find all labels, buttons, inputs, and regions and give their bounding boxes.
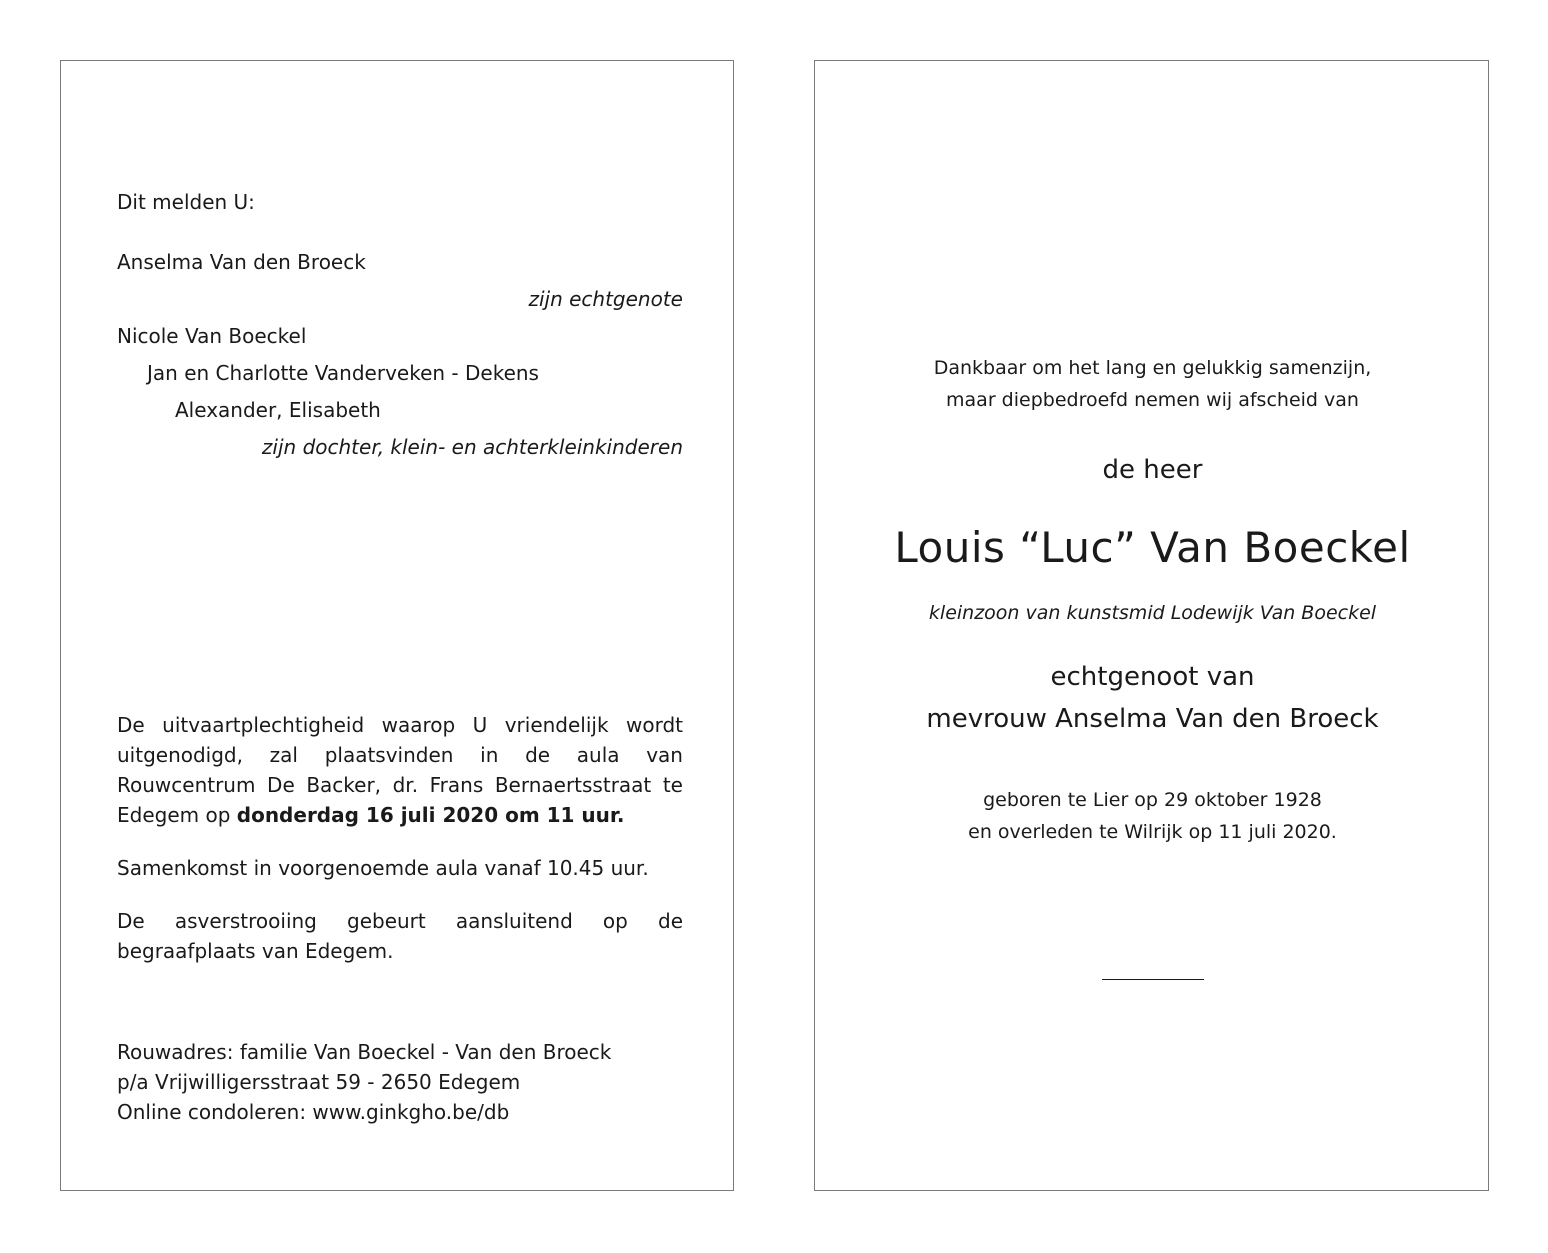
address-line-1: Rouwadres: familie Van Boeckel - Van den Broeck [117,1040,612,1064]
intro-line-1: Dankbaar om het lang en gelukkig samenzijn, [933,357,1372,379]
family-role: zijn dochter, klein- en achterkleinkinderen [261,435,683,459]
daughter-name: Nicole Van Boeckel [117,324,307,348]
divider-line [1102,979,1204,980]
left-page [60,60,734,1191]
ceremony-paragraph [117,710,683,830]
ceremony-date: donderdag 16 juli 2020 om 11 uur. [236,803,625,827]
deceased-name: Louis “Luc” Van Boeckel [894,523,1411,572]
ashes-text: De asverstrooiing gebeurt aansluitend op de begraafplaats van Edegem. [117,909,683,963]
address-line-3: Online condoleren: www.ginkgho.be/db [117,1100,510,1124]
spouse-line-1: echtgenoot van [1050,662,1255,692]
right-page [814,60,1489,1191]
died-text: en overleden te Wilrijk op 11 juli 2020. [968,821,1337,843]
spouse-name: Anselma Van den Broeck [117,250,366,274]
spouse-line-2: mevrouw Anselma Van den Broeck [926,704,1379,734]
great-grandchildren-names: Alexander, Elisabeth [175,398,381,422]
ceremony-text: De uitvaartplechtigheid waarop U vriendelijk wordt uitgenodigd, zal plaatsvinden in de aula van Rouwcentrum De Backer, dr. Frans Bernaertsstraat te Edegem op [117,713,683,827]
intro-text: Dit melden U: [117,190,255,214]
lineage-text: kleinzoon van kunstsmid Lodewijk Van Boeckel [928,602,1377,624]
spouse-role: zijn echtgenote [528,287,683,311]
born-text: geboren te Lier op 29 oktober 1928 [983,789,1322,811]
address-line-2: p/a Vrijwilligersstraat 59 - 2650 Edegem [117,1070,521,1094]
gathering-text: Samenkomst in voorgenoemde aula vanaf 10.45 uur. [117,856,649,880]
honorific: de heer [1102,455,1203,485]
grandchildren-names: Jan en Charlotte Vanderveken - Dekens [147,361,539,385]
intro-line-2: maar diepbedroefd nemen wij afscheid van [946,389,1359,411]
